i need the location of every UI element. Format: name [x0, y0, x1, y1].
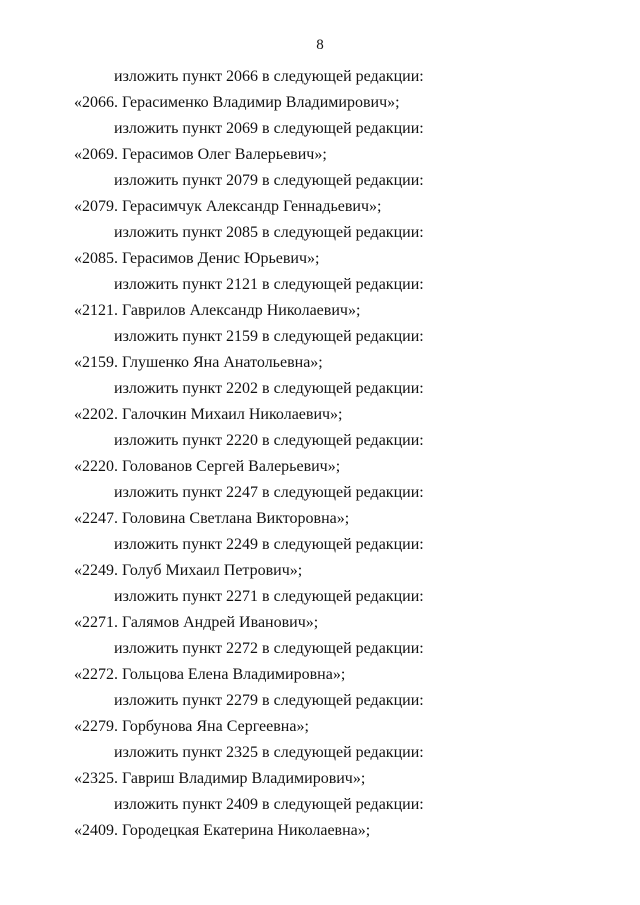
amendment-instruction: изложить пункт 2249 в следующей редакции:: [114, 536, 424, 553]
amendment-instruction: изложить пункт 2325 в следующей редакции:: [114, 744, 424, 761]
amendment-entry: «2325. Гавриш Владимир Владимирович»;: [74, 770, 366, 787]
amendment-entry: «2409. Городецкая Екатерина Николаевна»;: [74, 822, 371, 839]
amendment-instruction: изложить пункт 2272 в следующей редакции:: [114, 640, 424, 657]
amendment-instruction: изложить пункт 2271 в следующей редакции:: [114, 588, 424, 605]
amendment-entry: «2202. Галочкин Михаил Николаевич»;: [74, 406, 343, 423]
amendment-entry: «2085. Герасимов Денис Юрьевич»;: [74, 250, 320, 267]
amendment-instruction: изложить пункт 2247 в следующей редакции:: [114, 484, 424, 501]
amendment-entry: «2069. Герасимов Олег Валерьевич»;: [74, 146, 327, 163]
amendment-instruction: изложить пункт 2159 в следующей редакции:: [114, 328, 424, 345]
amendment-instruction: изложить пункт 2202 в следующей редакции:: [114, 380, 424, 397]
amendment-entry: «2272. Гольцова Елена Владимировна»;: [74, 666, 346, 683]
amendment-instruction: изложить пункт 2066 в следующей редакции:: [114, 68, 424, 85]
amendment-entry: «2279. Горбунова Яна Сергеевна»;: [74, 718, 309, 735]
amendment-entry: «2066. Герасименко Владимир Владимирович»;: [74, 94, 400, 111]
amendment-instruction: изложить пункт 2220 в следующей редакции:: [114, 432, 424, 449]
amendment-entry: «2121. Гаврилов Александр Николаевич»;: [74, 302, 361, 319]
amendment-instruction: изложить пункт 2121 в следующей редакции:: [114, 276, 424, 293]
amendment-entry: «2159. Глушенко Яна Анатольевна»;: [74, 354, 323, 371]
amendment-instruction: изложить пункт 2279 в следующей редакции:: [114, 692, 424, 709]
amendment-entry: «2249. Голуб Михаил Петрович»;: [74, 562, 303, 579]
amendment-entry: «2247. Головина Светлана Викторовна»;: [74, 510, 350, 527]
amendment-instruction: изложить пункт 2069 в следующей редакции:: [114, 120, 424, 137]
amendment-entry: «2079. Герасимчук Александр Геннадьевич»;: [74, 198, 382, 215]
amendment-instruction: изложить пункт 2409 в следующей редакции:: [114, 796, 424, 813]
amendment-entry: «2271. Галямов Андрей Иванович»;: [74, 614, 319, 631]
document-body: [74, 64, 614, 844]
amendment-instruction: изложить пункт 2085 в следующей редакции:: [114, 224, 424, 241]
amendment-entry: «2220. Голованов Сергей Валерьевич»;: [74, 458, 341, 475]
page-number: 8: [316, 37, 324, 53]
amendment-instruction: изложить пункт 2079 в следующей редакции:: [114, 172, 424, 189]
